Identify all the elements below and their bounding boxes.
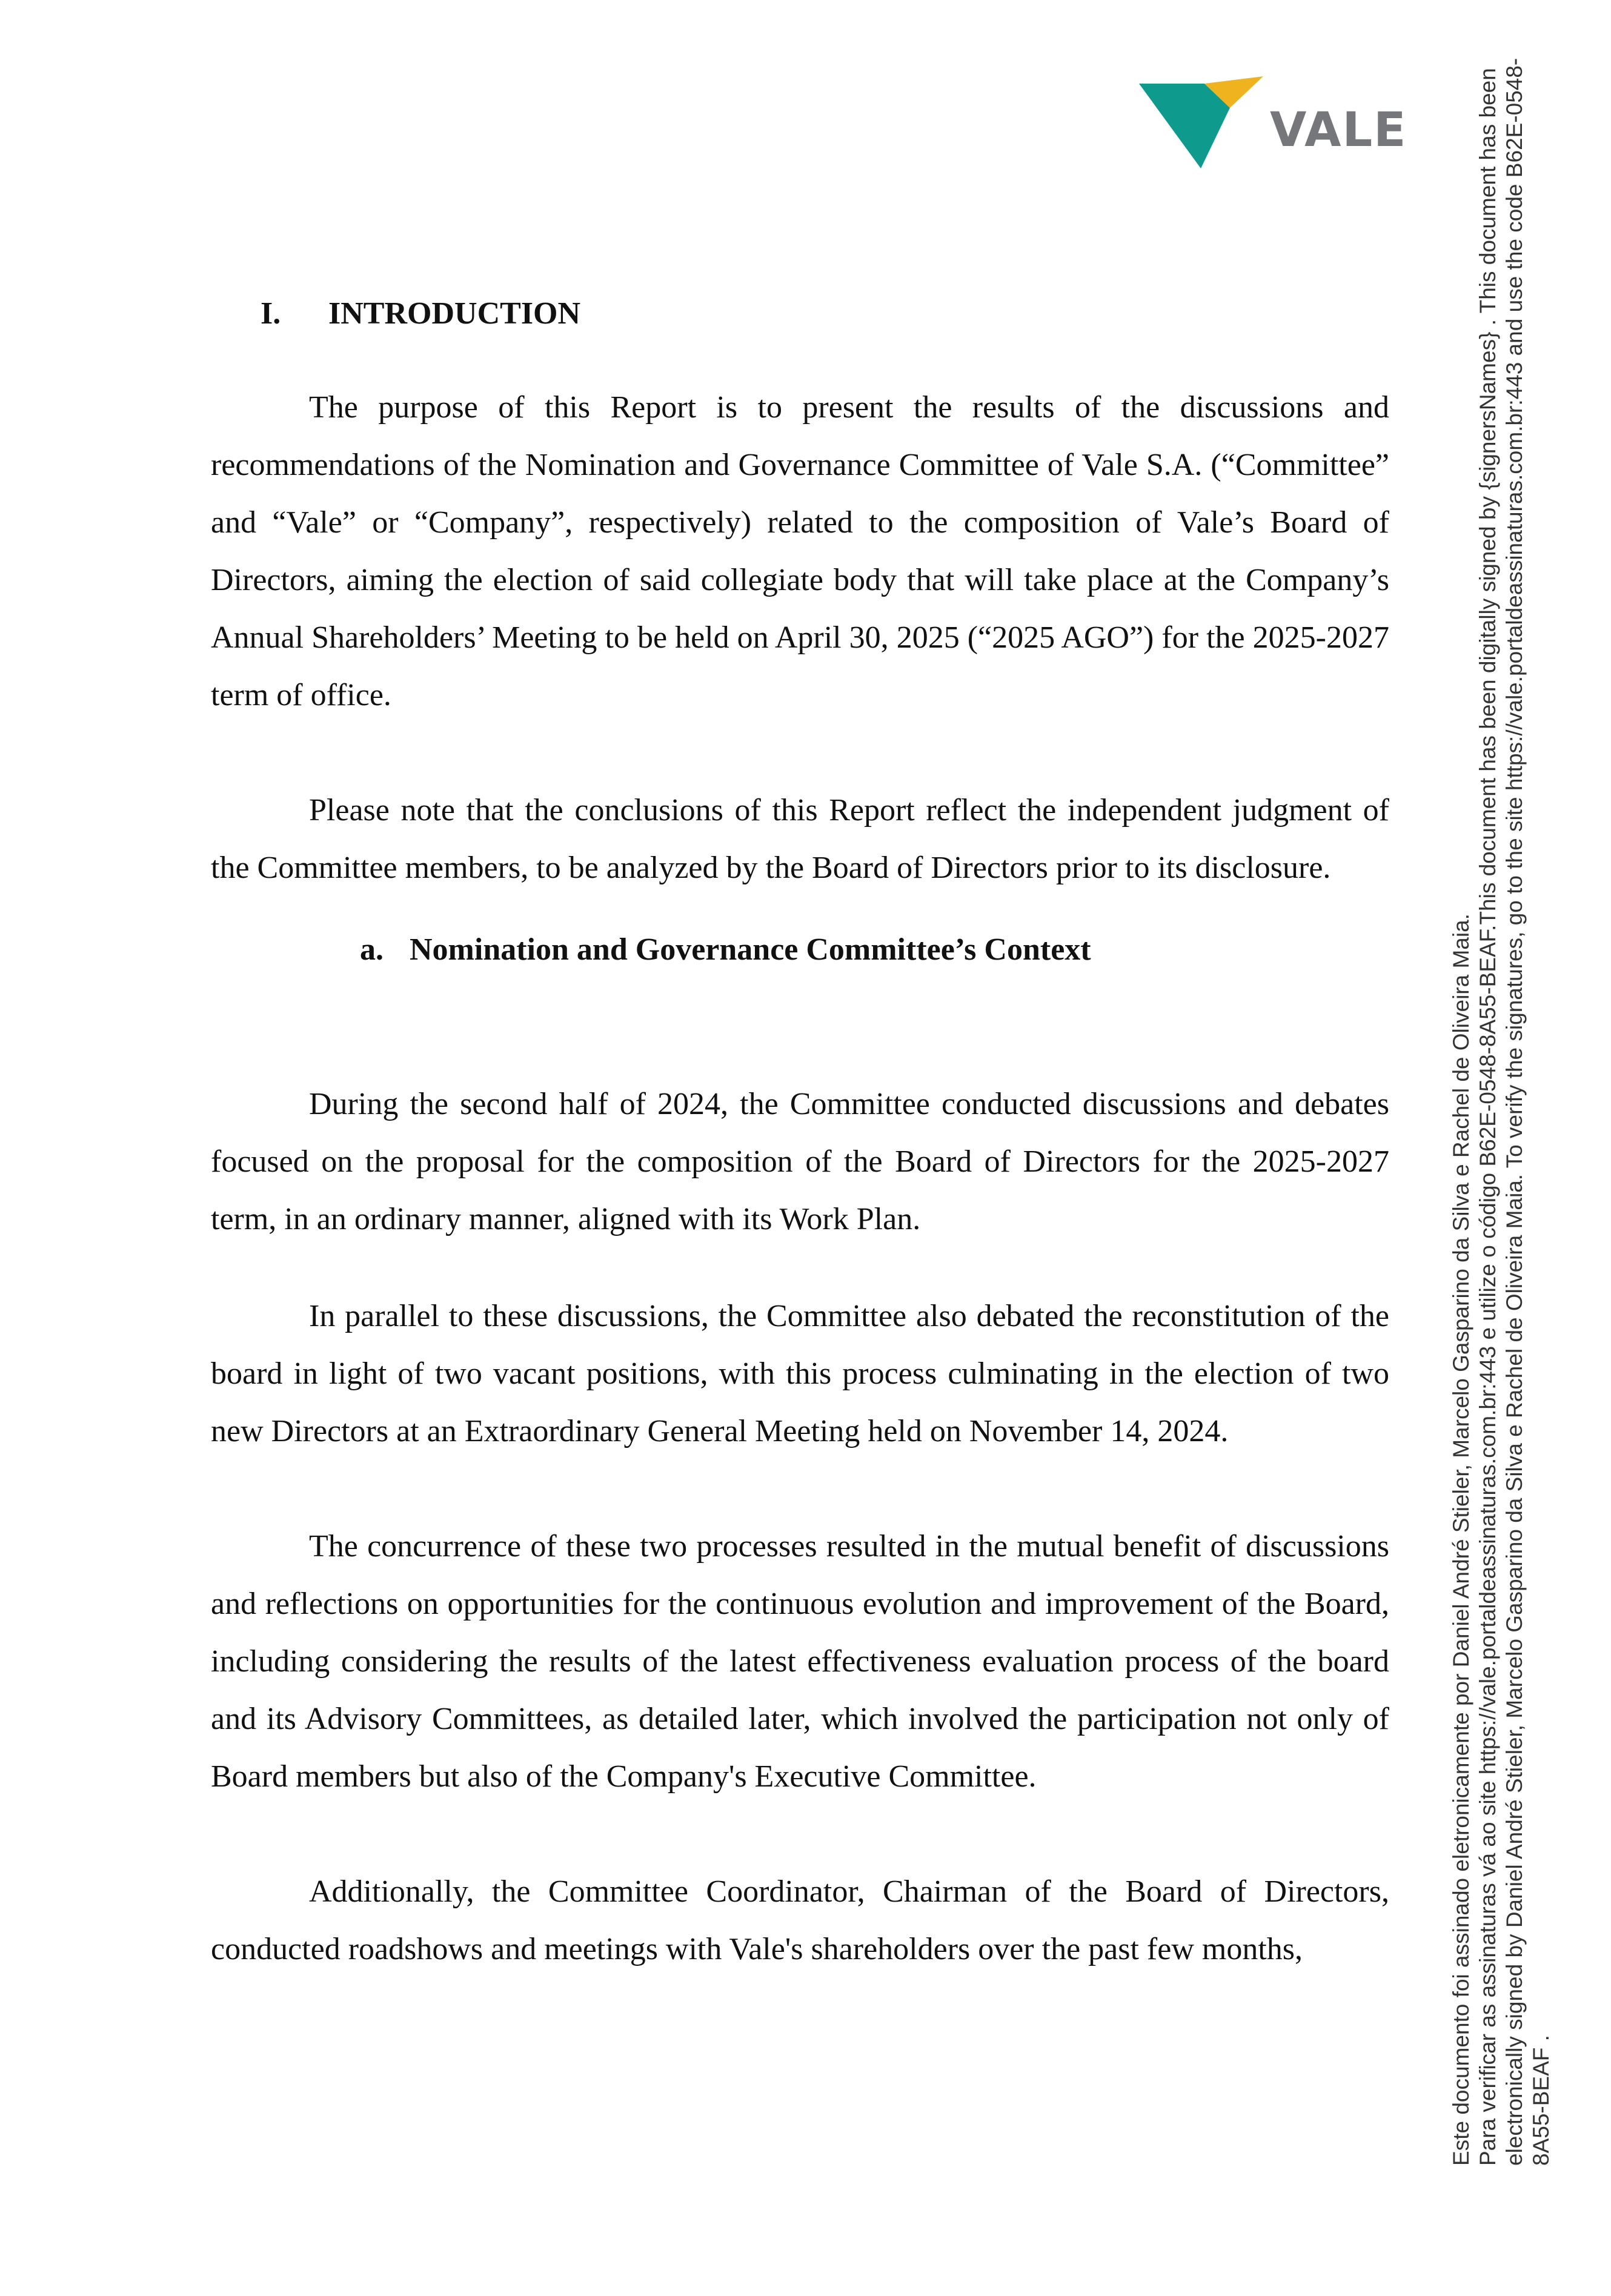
- vale-logo-mark-icon: [1139, 71, 1266, 174]
- section-heading: [211, 285, 1389, 342]
- subsection-heading: [211, 921, 1389, 978]
- subsection-title: Nomination and Governance Committee’s Context: [410, 932, 1091, 967]
- logo-teal-shape: [1139, 84, 1230, 168]
- paragraph-second-half-2024: During the second half of 2024, the Committee conducted discussions and debates focused on the proposal for the composition of the Board of Directors for the 2025-2027 term, in an ordinary manner, aligned with its Work Plan.: [211, 1087, 1389, 1236]
- paragraph-concurrence: The concurrence of these two processes resulted in the mutual benefit of discussions and reflections on opportunities for the continuous evolution and improvement of the Board, including considering the results of the latest effectiveness evaluation process of the board and its Advisory Committees, as detailed later, which involved the participation not only of Board members but also of the Company's Executive Committee.: [211, 1529, 1389, 1794]
- logo-wordmark: VALE: [1270, 103, 1407, 158]
- paragraph-parallel: In parallel to these discussions, the Committee also debated the reconstitution of the board in light of two vacant positions, with this process culminating in the election of two new Directors at an Extraordinary General Meeting held on November 14, 2024.: [211, 1299, 1389, 1448]
- signature-notice: [1448, 45, 1555, 2166]
- signature-notice-line1: Este documento foi assinado eletronicamente por Daniel André Stieler, Marcelo Gasparino da Silva e Rachel de Oliveira Maia.: [1449, 914, 1473, 2166]
- paragraph-note: Please note that the conclusions of this Report reflect the independent judgment of the Committee members, to be analyzed by the Board of Directors prior to its disclosure.: [211, 793, 1389, 885]
- paragraph-purpose: The purpose of this Report is to present the results of the discussions and recommendations of the Nomination and Governance Committee of Vale S.A. (“Committee” and “Vale” or “Company”, respectively) related to the composition of Vale’s Board of Directors, aiming the election of said collegiate body that will take place at the Company’s Annual Shareholders’ Meeting to be held on April 30, 2025 (“2025 AGO”) for the 2025-2027 term of office.: [211, 390, 1389, 712]
- document-body: [211, 285, 1389, 1978]
- paragraph-additionally: Additionally, the Committee Coordinator, Chairman of the Board of Directors, conducted roadshows and meetings with Vale's shareholders over the past few months,: [211, 1874, 1389, 1966]
- signature-notice-line2: Para verificar as assinaturas vá ao site https://vale.portaldeassinaturas.com.br:443 e utilize o código B62E-0548-8A55-BEAF.This document has been digitally signed by {signersNames} . This document has been electronically signed by Daniel André Stieler, Marcelo Gasparino da Silva e Rachel de Oliveira Maia. To verify the signatures, go to the site https://vale.portaldeassinaturas.com.br:443 and use the code B62E-0548-8A55-BEAF .: [1475, 58, 1553, 2166]
- section-title: INTRODUCTION: [328, 296, 581, 331]
- section-number: I.: [261, 296, 281, 331]
- vale-logo: [1139, 71, 1407, 174]
- subsection-letter: a.: [360, 932, 384, 967]
